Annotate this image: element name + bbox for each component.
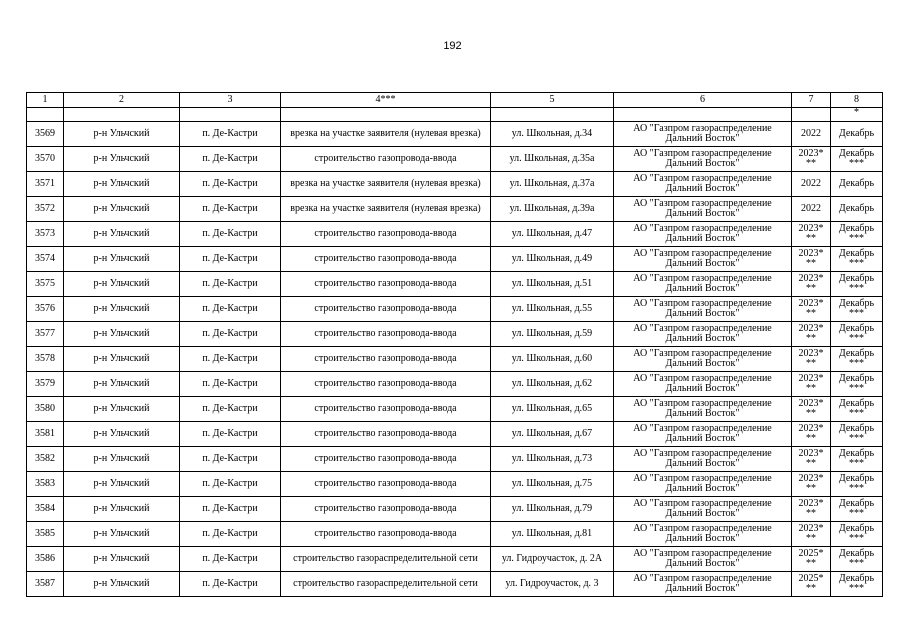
- cell-district: р-н Ульчский: [64, 572, 180, 597]
- cell-organization: АО "Газпром газораспределение Дальний Восток": [614, 347, 792, 372]
- cell-organization: [614, 108, 792, 122]
- table-body: [27, 93, 883, 597]
- cell-row-number: 3584: [27, 497, 64, 522]
- cell-district: р-н Ульчский: [64, 372, 180, 397]
- cell-organization: АО "Газпром газораспределение Дальний Восток": [614, 372, 792, 397]
- cell-month: Декабрь ***: [831, 247, 883, 272]
- cell-work-type: строительство газопровода-ввода: [281, 247, 491, 272]
- cell-address: ул. Школьная, д.35а: [491, 147, 614, 172]
- cell-work-type: врезка на участке заявителя (нулевая врезка): [281, 197, 491, 222]
- cell-month: Декабрь ***: [831, 572, 883, 597]
- table-row: [27, 272, 883, 297]
- cell-settlement: п. Де-Кастри: [180, 422, 281, 447]
- cell-organization: АО "Газпром газораспределение Дальний Восток": [614, 522, 792, 547]
- cell-row-number: 3581: [27, 422, 64, 447]
- cell-year: 2023* **: [792, 497, 831, 522]
- cell-year: 2023* **: [792, 347, 831, 372]
- cell-settlement: п. Де-Кастри: [180, 322, 281, 347]
- cell-work-type: строительство газопровода-ввода: [281, 397, 491, 422]
- cell-month: Декабрь: [831, 172, 883, 197]
- header-row: [27, 93, 883, 108]
- cell-organization: АО "Газпром газораспределение Дальний Восток": [614, 497, 792, 522]
- cell-address: ул. Гидроучасток, д. 2А: [491, 547, 614, 572]
- cell-organization: 6: [614, 93, 792, 108]
- cell-year: 2022: [792, 172, 831, 197]
- cell-month: Декабрь: [831, 122, 883, 147]
- cell-address: ул. Школьная, д.39а: [491, 197, 614, 222]
- cell-address: ул. Школьная, д.79: [491, 497, 614, 522]
- cell-year: 2023* **: [792, 247, 831, 272]
- cell-district: [64, 108, 180, 122]
- cell-work-type: [281, 108, 491, 122]
- cell-address: ул. Школьная, д.60: [491, 347, 614, 372]
- table-row: [27, 247, 883, 272]
- table-row: [27, 472, 883, 497]
- cell-work-type: строительство газопровода-ввода: [281, 447, 491, 472]
- cell-year: 2025* **: [792, 572, 831, 597]
- cell-address: [491, 108, 614, 122]
- cell-row-number: 3579: [27, 372, 64, 397]
- cell-year: 2023* **: [792, 397, 831, 422]
- cell-address: ул. Школьная, д.51: [491, 272, 614, 297]
- table-row: [27, 122, 883, 147]
- table-row: [27, 297, 883, 322]
- cell-district: р-н Ульчский: [64, 297, 180, 322]
- cell-row-number: 3586: [27, 547, 64, 572]
- cell-row-number: 3573: [27, 222, 64, 247]
- table-row: [27, 447, 883, 472]
- cell-settlement: п. Де-Кастри: [180, 347, 281, 372]
- cell-organization: АО "Газпром газораспределение Дальний Восток": [614, 122, 792, 147]
- cell-district: р-н Ульчский: [64, 347, 180, 372]
- cell-work-type: строительство газопровода-ввода: [281, 272, 491, 297]
- cell-address: ул. Школьная, д.73: [491, 447, 614, 472]
- cell-work-type: строительство газопровода-ввода: [281, 322, 491, 347]
- cell-district: р-н Ульчский: [64, 172, 180, 197]
- cell-organization: АО "Газпром газораспределение Дальний Восток": [614, 572, 792, 597]
- cell-settlement: п. Де-Кастри: [180, 572, 281, 597]
- cell-work-type: строительство газопровода-ввода: [281, 297, 491, 322]
- table-row: [27, 547, 883, 572]
- table-row: [27, 172, 883, 197]
- cell-work-type: 4***: [281, 93, 491, 108]
- cell-address: ул. Школьная, д.62: [491, 372, 614, 397]
- cell-organization: АО "Газпром газораспределение Дальний Восток": [614, 547, 792, 572]
- cell-year: 2023* **: [792, 447, 831, 472]
- cell-month: Декабрь ***: [831, 147, 883, 172]
- cell-row-number: 3571: [27, 172, 64, 197]
- cell-month: Декабрь ***: [831, 422, 883, 447]
- cell-month: Декабрь ***: [831, 522, 883, 547]
- cell-row-number: 3583: [27, 472, 64, 497]
- cell-month: Декабрь ***: [831, 347, 883, 372]
- cell-settlement: п. Де-Кастри: [180, 472, 281, 497]
- cell-work-type: строительство газопровода-ввода: [281, 422, 491, 447]
- cell-district: р-н Ульчский: [64, 447, 180, 472]
- cell-work-type: строительство газораспределительной сети: [281, 547, 491, 572]
- cell-address: ул. Школьная, д.75: [491, 472, 614, 497]
- cell-settlement: п. Де-Кастри: [180, 197, 281, 222]
- cell-district: р-н Ульчский: [64, 147, 180, 172]
- cell-year: 2025* **: [792, 547, 831, 572]
- cell-work-type: строительство газопровода-ввода: [281, 497, 491, 522]
- table-row: [27, 147, 883, 172]
- cell-row-number: 3574: [27, 247, 64, 272]
- cell-address: ул. Школьная, д.65: [491, 397, 614, 422]
- cell-address: ул. Школьная, д.55: [491, 297, 614, 322]
- table-row: [27, 572, 883, 597]
- cell-year: 2022: [792, 122, 831, 147]
- cell-address: ул. Школьная, д.59: [491, 322, 614, 347]
- cell-organization: АО "Газпром газораспределение Дальний Восток": [614, 147, 792, 172]
- cell-year: 2023* **: [792, 222, 831, 247]
- cell-row-number: 3570: [27, 147, 64, 172]
- cell-settlement: п. Де-Кастри: [180, 497, 281, 522]
- table-row: [27, 497, 883, 522]
- cell-row-number: 3577: [27, 322, 64, 347]
- cell-address: ул. Школьная, д.47: [491, 222, 614, 247]
- cell-work-type: врезка на участке заявителя (нулевая врезка): [281, 122, 491, 147]
- cell-month: Декабрь ***: [831, 297, 883, 322]
- cell-work-type: строительство газораспределительной сети: [281, 572, 491, 597]
- cell-organization: АО "Газпром газораспределение Дальний Восток": [614, 297, 792, 322]
- table-row: [27, 372, 883, 397]
- table-row: [27, 222, 883, 247]
- cell-organization: АО "Газпром газораспределение Дальний Восток": [614, 472, 792, 497]
- gasification-table: [26, 92, 883, 597]
- cell-district: р-н Ульчский: [64, 122, 180, 147]
- cell-settlement: п. Де-Кастри: [180, 222, 281, 247]
- cell-settlement: п. Де-Кастри: [180, 447, 281, 472]
- cell-row-number: 3587: [27, 572, 64, 597]
- table-row: [27, 397, 883, 422]
- cell-organization: АО "Газпром газораспределение Дальний Восток": [614, 247, 792, 272]
- cell-work-type: строительство газопровода-ввода: [281, 347, 491, 372]
- cell-address: ул. Гидроучасток, д. 3: [491, 572, 614, 597]
- cell-address: ул. Школьная, д.67: [491, 422, 614, 447]
- cell-address: 5: [491, 93, 614, 108]
- cell-year: 2023* **: [792, 472, 831, 497]
- page-number: 192: [443, 40, 462, 52]
- cell-year: 2023* **: [792, 272, 831, 297]
- cell-district: р-н Ульчский: [64, 422, 180, 447]
- cell-year: 2023* **: [792, 422, 831, 447]
- cell-address: ул. Школьная, д.49: [491, 247, 614, 272]
- cell-district: р-н Ульчский: [64, 197, 180, 222]
- table-row: [27, 322, 883, 347]
- cell-work-type: строительство газопровода-ввода: [281, 522, 491, 547]
- cell-district: р-н Ульчский: [64, 497, 180, 522]
- cell-settlement: п. Де-Кастри: [180, 147, 281, 172]
- cell-district: р-н Ульчский: [64, 522, 180, 547]
- cell-month: Декабрь ***: [831, 372, 883, 397]
- cell-month: Декабрь ***: [831, 322, 883, 347]
- cell-address: ул. Школьная, д.34: [491, 122, 614, 147]
- cell-row-number: 1: [27, 93, 64, 108]
- cell-district: р-н Ульчский: [64, 547, 180, 572]
- cell-district: р-н Ульчский: [64, 397, 180, 422]
- cell-settlement: 3: [180, 93, 281, 108]
- table-row: [27, 522, 883, 547]
- cell-district: р-н Ульчский: [64, 322, 180, 347]
- cell-row-number: [27, 108, 64, 122]
- cell-work-type: строительство газопровода-ввода: [281, 222, 491, 247]
- cell-year: 2023* **: [792, 322, 831, 347]
- cell-row-number: 3572: [27, 197, 64, 222]
- cell-row-number: 3576: [27, 297, 64, 322]
- cell-row-number: 3575: [27, 272, 64, 297]
- table-row: [27, 197, 883, 222]
- cell-organization: АО "Газпром газораспределение Дальний Восток": [614, 197, 792, 222]
- cell-year: 7: [792, 93, 831, 108]
- cell-row-number: 3582: [27, 447, 64, 472]
- cell-organization: АО "Газпром газораспределение Дальний Восток": [614, 447, 792, 472]
- cell-month: Декабрь ***: [831, 272, 883, 297]
- cell-district: р-н Ульчский: [64, 247, 180, 272]
- table-row: [27, 422, 883, 447]
- cell-row-number: 3578: [27, 347, 64, 372]
- cell-settlement: п. Де-Кастри: [180, 547, 281, 572]
- cell-month: Декабрь ***: [831, 497, 883, 522]
- cell-district: р-н Ульчский: [64, 472, 180, 497]
- cell-year: 2023* **: [792, 147, 831, 172]
- cell-organization: АО "Газпром газораспределение Дальний Восток": [614, 322, 792, 347]
- cell-settlement: п. Де-Кастри: [180, 522, 281, 547]
- cell-address: ул. Школьная, д.81: [491, 522, 614, 547]
- cell-work-type: строительство газопровода-ввода: [281, 147, 491, 172]
- cell-settlement: п. Де-Кастри: [180, 272, 281, 297]
- cell-month: *: [831, 108, 883, 122]
- cell-district: р-н Ульчский: [64, 222, 180, 247]
- cell-settlement: п. Де-Кастри: [180, 397, 281, 422]
- cell-month: Декабрь ***: [831, 447, 883, 472]
- cell-work-type: строительство газопровода-ввода: [281, 372, 491, 397]
- cell-row-number: 3585: [27, 522, 64, 547]
- cell-organization: АО "Газпром газораспределение Дальний Восток": [614, 397, 792, 422]
- cell-year: 2023* **: [792, 522, 831, 547]
- cell-settlement: п. Де-Кастри: [180, 372, 281, 397]
- cell-work-type: врезка на участке заявителя (нулевая врезка): [281, 172, 491, 197]
- cell-year: [792, 108, 831, 122]
- cell-month: Декабрь: [831, 197, 883, 222]
- cell-month: Декабрь ***: [831, 397, 883, 422]
- cell-district: р-н Ульчский: [64, 272, 180, 297]
- subheader-row: [27, 108, 883, 122]
- cell-address: ул. Школьная, д.37а: [491, 172, 614, 197]
- cell-year: 2023* **: [792, 372, 831, 397]
- cell-year: 2023* **: [792, 297, 831, 322]
- cell-settlement: п. Де-Кастри: [180, 122, 281, 147]
- cell-work-type: строительство газопровода-ввода: [281, 472, 491, 497]
- cell-month: Декабрь ***: [831, 547, 883, 572]
- cell-organization: АО "Газпром газораспределение Дальний Восток": [614, 172, 792, 197]
- cell-settlement: [180, 108, 281, 122]
- cell-organization: АО "Газпром газораспределение Дальний Восток": [614, 272, 792, 297]
- cell-row-number: 3569: [27, 122, 64, 147]
- cell-row-number: 3580: [27, 397, 64, 422]
- cell-organization: АО "Газпром газораспределение Дальний Восток": [614, 222, 792, 247]
- cell-year: 2022: [792, 197, 831, 222]
- cell-settlement: п. Де-Кастри: [180, 297, 281, 322]
- cell-settlement: п. Де-Кастри: [180, 172, 281, 197]
- cell-settlement: п. Де-Кастри: [180, 247, 281, 272]
- cell-month: Декабрь ***: [831, 222, 883, 247]
- cell-district: 2: [64, 93, 180, 108]
- cell-month: 8: [831, 93, 883, 108]
- cell-month: Декабрь ***: [831, 472, 883, 497]
- cell-organization: АО "Газпром газораспределение Дальний Восток": [614, 422, 792, 447]
- table-row: [27, 347, 883, 372]
